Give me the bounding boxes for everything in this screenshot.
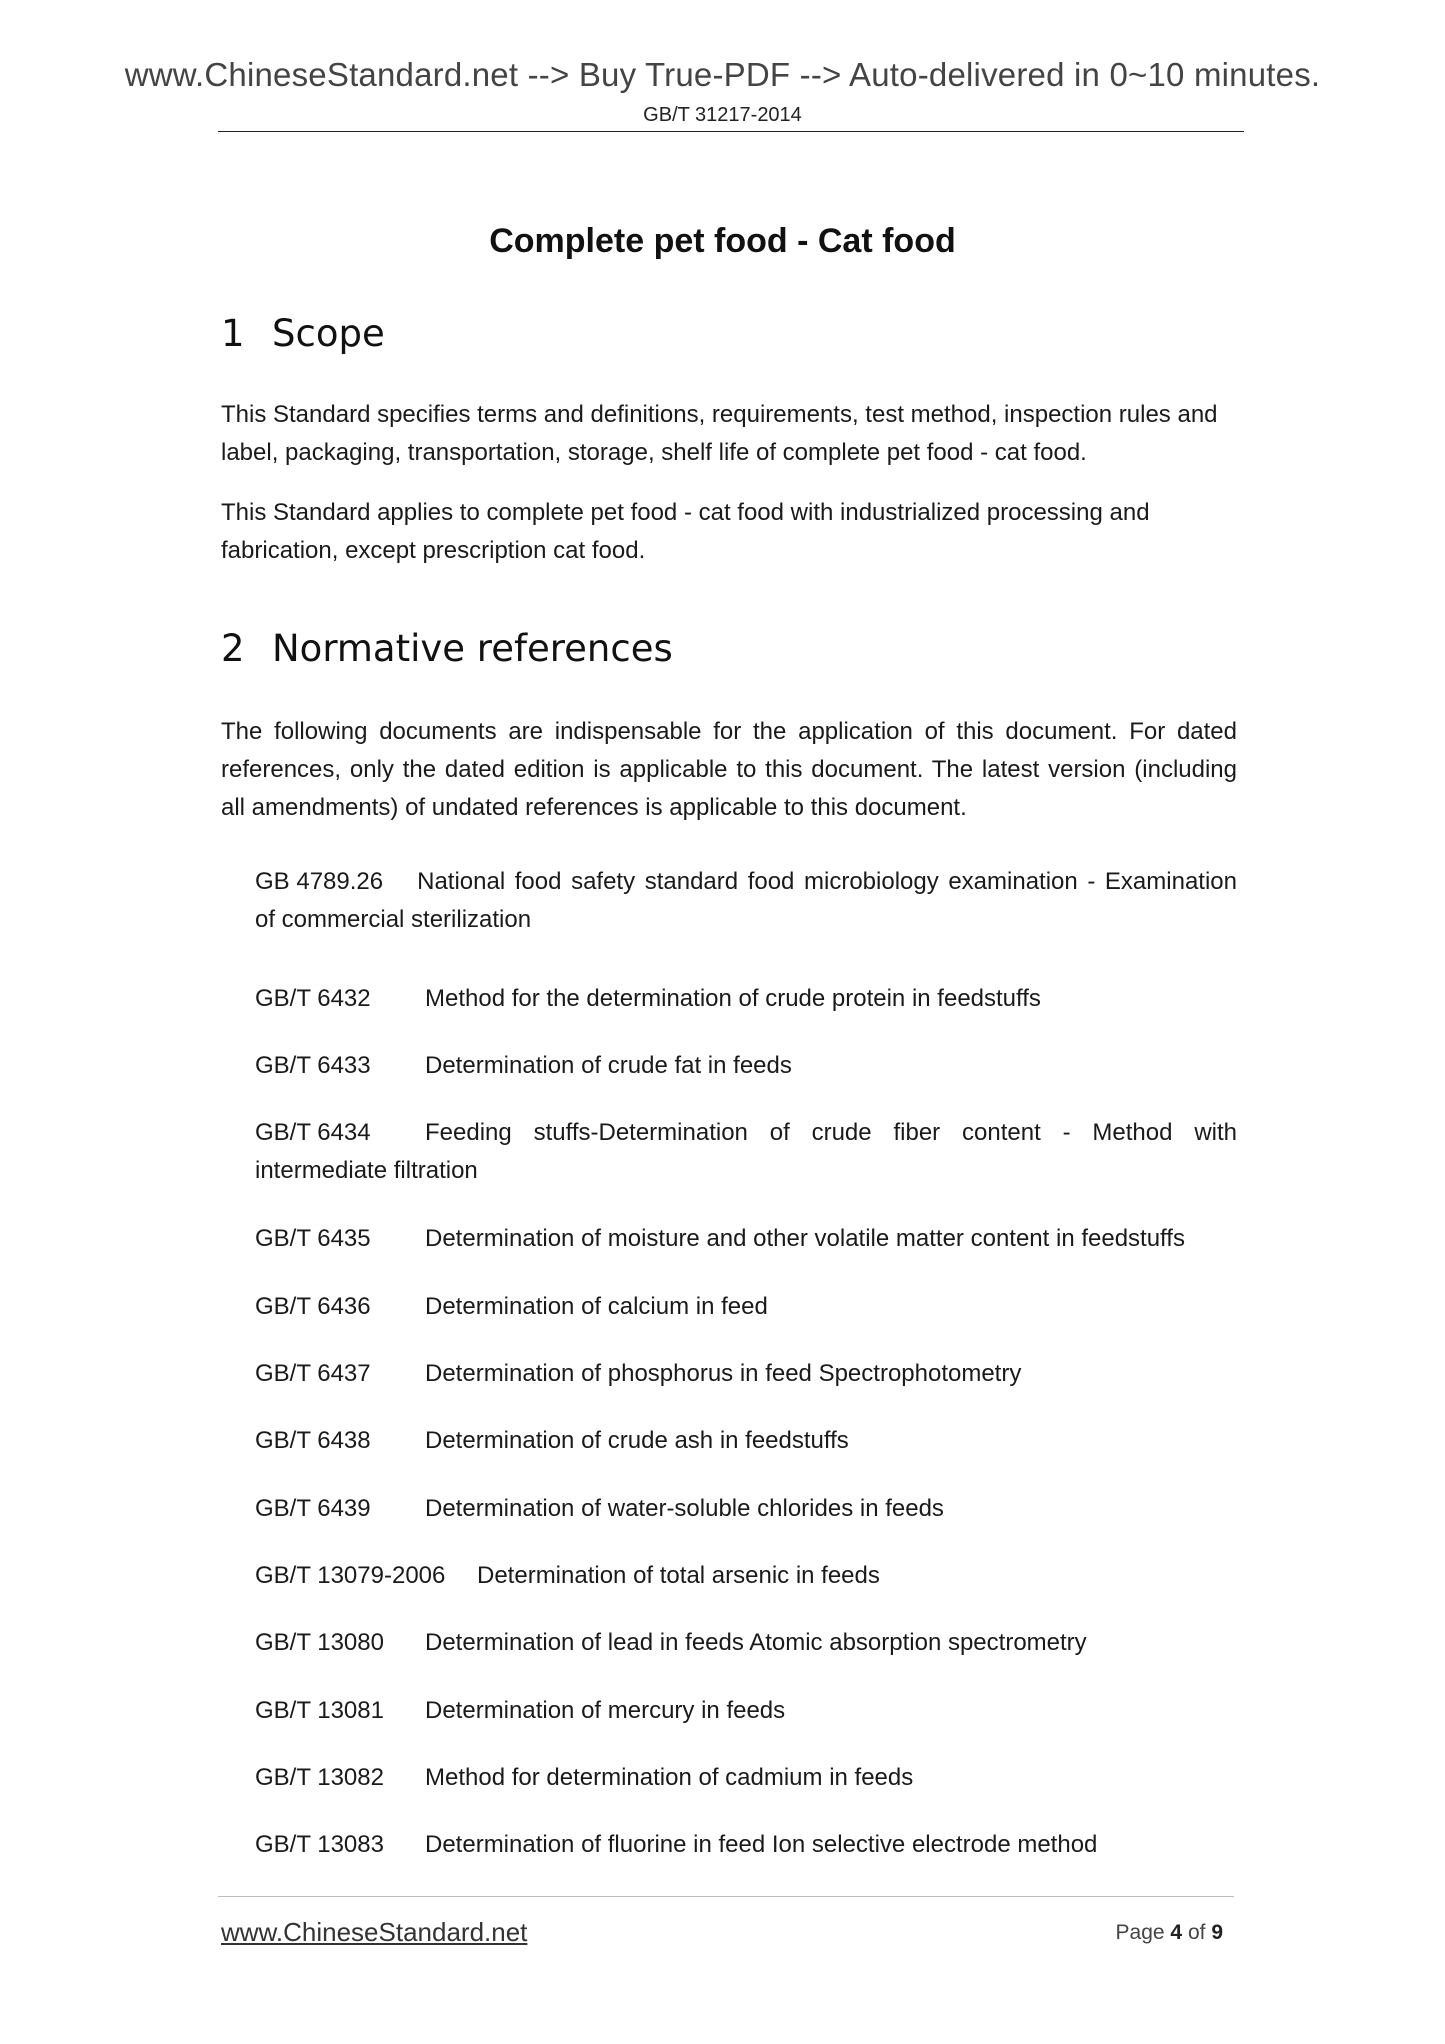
reference-item (255, 1288, 1237, 1326)
reference-item (255, 1490, 1237, 1528)
reference-title: Determination of lead in feeds Atomic absorption spectrometry (425, 1629, 1087, 1656)
header-divider (218, 131, 1244, 132)
reference-code: GB/T 13079-2006 (255, 1562, 446, 1589)
reference-title: National food safety standard food microbiology examination - Examination of commercial sterilization (255, 868, 1237, 933)
reference-title: Determination of crude fat in feeds (425, 1052, 792, 1079)
reference-item (255, 1047, 1237, 1085)
reference-item (255, 980, 1237, 1018)
footer-divider (218, 1896, 1234, 1897)
reference-code: GB/T 6434 (255, 1119, 371, 1146)
reference-code: GB/T 6433 (255, 1052, 371, 1079)
reference-title: Feeding stuffs-Determination of crude fiber content - Method with intermediate filtration (255, 1119, 1237, 1184)
reference-item (255, 1422, 1237, 1460)
normative-references-intro: The following documents are indispensable for the application of this document. For dated references, only the dated edition is applicable to this document. The latest version (including all amendments) of undated references is applicable to this document. (221, 718, 1237, 821)
reference-item (255, 1692, 1237, 1730)
reference-title: Determination of water-soluble chlorides in feeds (425, 1495, 944, 1522)
reference-item (255, 1826, 1237, 1864)
page-total: 9 (1211, 1921, 1223, 1944)
reference-title: Method for determination of cadmium in feeds (425, 1764, 914, 1791)
reference-code: GB/T 6437 (255, 1360, 371, 1387)
reference-item (255, 1220, 1237, 1258)
reference-item (255, 863, 1237, 939)
document-title: Complete pet food - Cat food (489, 222, 956, 260)
reference-item (255, 1355, 1237, 1393)
reference-code: GB/T 6439 (255, 1495, 371, 1522)
top-banner-link[interactable]: www.ChineseStandard.net --> Buy True-PDF --> Auto-delivered in 0~10 minutes. (124, 56, 1321, 93)
scope-paragraph-1: This Standard specifies terms and definitions, requirements, test method, inspection rules and label, packaging, transportation, storage, shelf life of complete pet food - cat food. (221, 401, 1218, 466)
page-of-label: of (1187, 1921, 1206, 1944)
footer-website-link[interactable]: www.ChineseStandard.net (221, 1917, 528, 1947)
section-number: 2 (221, 627, 245, 670)
section-number: 1 (221, 312, 245, 355)
reference-code: GB/T 13081 (255, 1697, 384, 1724)
reference-item (255, 1759, 1237, 1797)
section-title: Scope (272, 312, 385, 355)
section-2-heading (221, 627, 673, 670)
reference-title: Determination of fluorine in feed Ion selective electrode method (425, 1831, 1098, 1858)
reference-code: GB/T 13083 (255, 1831, 384, 1858)
reference-code: GB/T 13082 (255, 1764, 384, 1791)
reference-title: Determination of phosphorus in feed Spectrophotometry (425, 1360, 1022, 1387)
reference-title: Determination of mercury in feeds (425, 1697, 786, 1724)
scope-paragraph-2: This Standard applies to complete pet food - cat food with industrialized processing and fabrication, except prescription cat food. (221, 499, 1150, 564)
reference-title: Determination of calcium in feed (425, 1293, 768, 1320)
reference-title: Method for the determination of crude protein in feedstuffs (425, 985, 1041, 1012)
reference-title: Determination of crude ash in feedstuffs (425, 1427, 849, 1454)
reference-code: GB/T 6435 (255, 1225, 371, 1252)
section-title: Normative references (272, 627, 673, 670)
reference-code: GB/T 13080 (255, 1629, 384, 1656)
reference-code: GB/T 6436 (255, 1293, 371, 1320)
section-1-heading (221, 312, 385, 355)
document-code: GB/T 31217-2014 (643, 104, 802, 126)
page-current: 4 (1170, 1921, 1183, 1944)
reference-code: GB 4789.26 (255, 868, 384, 895)
reference-item (255, 1624, 1237, 1662)
page-indicator (1116, 1921, 1223, 1945)
reference-code: GB/T 6438 (255, 1427, 371, 1454)
reference-title: Determination of moisture and other volatile matter content in feedstuffs (425, 1225, 1185, 1252)
reference-item (255, 1557, 1237, 1595)
reference-code: GB/T 6432 (255, 985, 371, 1012)
page-label: Page (1115, 1921, 1165, 1944)
reference-title: Determination of total arsenic in feeds (477, 1562, 880, 1589)
reference-item (255, 1114, 1237, 1190)
